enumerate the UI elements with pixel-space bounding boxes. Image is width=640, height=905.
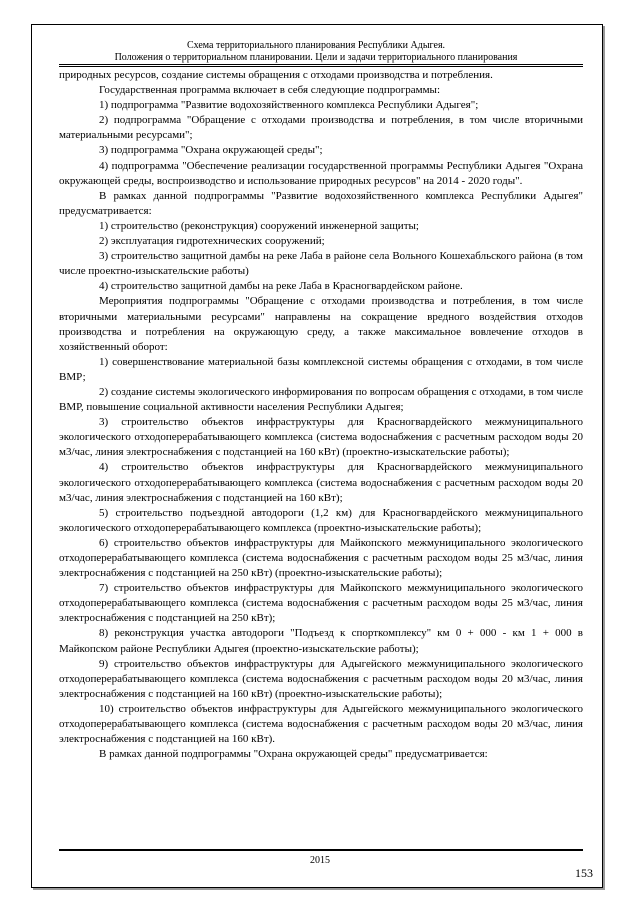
header-divider: [59, 64, 583, 65]
paragraph: 3) подпрограмма "Охрана окружающей среды";: [99, 144, 323, 157]
footer-divider: [59, 849, 583, 851]
paragraph: 9) строительство объектов инфраструктуры для Адыгейского межмуниципального экологического отходоперерабатывающего комплекса (система водоснабжения с расчетным расходом воды 20 м3/час, линия электроснабжения с подстанцией на 160 кВт) (проектно-изыскательские работы);: [59, 657, 583, 700]
document-body: [59, 68, 583, 762]
footer-year: 2015: [310, 855, 330, 866]
paragraph: Мероприятия подпрограммы "Обращение с отходами производства и потребления, в том числе вторичными материальными ресурсами" направлены на сокращение вредного воздействия отходов производства и потребления на окружающую среду, а также максимальное вовлечение отходов в хозяйственный оборот:: [59, 295, 583, 353]
paragraph: 2) создание системы экологического информирования по вопросам обращения с отходами, в том числе ВМР, повышение социальной активности населения Республики Адыгея;: [59, 385, 583, 414]
paragraph: 3) строительство объектов инфраструктуры для Красногвардейского межмуниципального экологического отходоперерабатывающего комплекса (система водоснабжения с расчетным расходом воды 20 м3/час, линия электроснабжения с подстанцией на 160 кВт) (проектно-изыскательские работы);: [59, 416, 583, 459]
paragraph: 3) строительство защитной дамбы на реке Лаба в районе села Вольного Кошехабльского района (в том числе проектно-изыскательские работы): [59, 250, 583, 278]
paragraph: 5) строительство подъездной автодороги (1,2 км) для Красногвардейского межмуниципального экологического отходоперерабатывающего комплекса (проектно-изыскательские работы);: [59, 506, 583, 534]
paragraph: В рамках данной подпрограммы "Охрана окружающей среды" предусматривается:: [99, 748, 488, 761]
paragraph: 4) подпрограмма "Обеспечение реализации государственной программы Республики Адыгея "Охрана окружающей среды, воспроизводство и использование природных ресурсов" на 2014 - 2020 годы".: [59, 159, 583, 187]
paragraph: 1) подпрограмма "Развитие водохозяйственного комплекса Республики Адыгея";: [99, 99, 479, 112]
header-title: Схема территориального планирования Республики Адыгея.: [186, 40, 446, 51]
header-subtitle: Положения о территориальном планировании. Цели и задачи территориального планирования: [114, 52, 518, 63]
paragraph: 2) подпрограмма "Обращение с отходами производства и потребления, в том числе вторичными материальными ресурсами";: [59, 114, 583, 142]
paragraph: Государственная программа включает в себя следующие подпрограммы:: [99, 84, 440, 97]
paragraph: В рамках данной подпрограммы "Развитие водохозяйственного комплекса Республики Адыгея" предусматривается:: [59, 189, 583, 217]
page-number: 153: [575, 866, 593, 880]
paragraph: 4) строительство объектов инфраструктуры для Красногвардейского межмуниципального экологического отходоперерабатывающего комплекса (система водоснабжения с расчетным расходом воды 20 м3/час, линия электроснабжения с подстанцией на 160 кВт);: [59, 461, 583, 504]
paragraph: природных ресурсов, создание системы обращения с отходами производства и потребления.: [59, 69, 493, 81]
paragraph: 7) строительство объектов инфраструктуры для Майкопского межмуниципального экологического отходоперерабатывающего комплекса (система водоснабжения с расчетным расходом воды 25 м3/час, линия электроснабжения с подстанцией на 250 кВт);: [59, 582, 583, 625]
paragraph: 1) совершенствование материальной базы комплексной системы обращения с отходами, в том числе ВМР;: [59, 355, 583, 383]
paragraph: 2) эксплуатация гидротехнических сооружений;: [99, 235, 325, 248]
paragraph: 6) строительство объектов инфраструктуры для Майкопского межмуниципального экологического отходоперерабатывающего комплекса (система водоснабжения с расчетным расходом воды 25 м3/час, линия электроснабжения с подстанцией на 250 кВт) (проектно-изыскательские работы);: [59, 536, 583, 580]
header-divider-secondary: [59, 66, 583, 67]
paragraph: 4) строительство защитной дамбы на реке Лаба в Красногвардейском районе.: [99, 280, 463, 293]
document-header: [40, 40, 592, 64]
paragraph: 10) строительство объектов инфраструктуры для Адыгейского межмуниципального экологического отходоперерабатывающего комплекса (система водоснабжения с расчетным расходом воды 20 м3/час, линия электроснабжения с подстанцией на 160 кВт).: [59, 702, 583, 746]
paragraph: 1) строительство (реконструкция) сооружений инженерной защиты;: [99, 219, 419, 232]
paragraph: 8) реконструкция участка автодороги "Подъезд к спорткомплексу" км 0 + 000 - км 1 + 000 в Майкопском районе Республики Адыгея (проектно-изыскательские работы);: [59, 627, 583, 655]
